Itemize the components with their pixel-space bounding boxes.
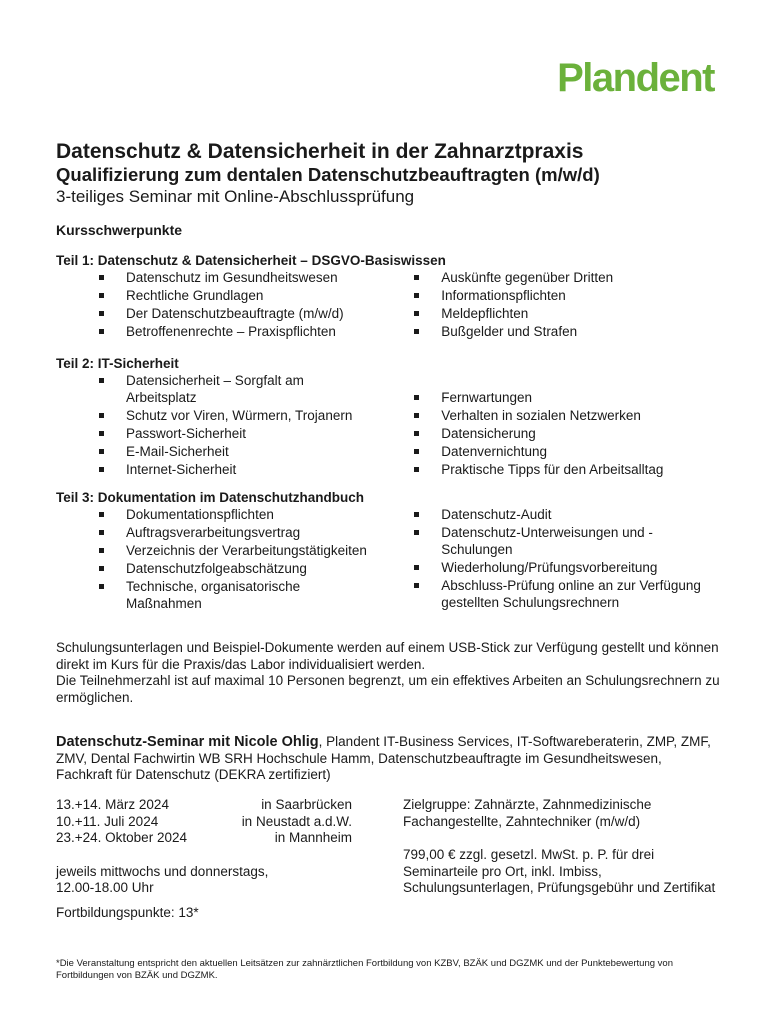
list-item: Fernwartungen [405,389,720,406]
date-value: 23.+24. Oktober 2024 [56,830,187,845]
list-item: Rechtliche Grundlagen [90,287,375,304]
list-item: Schutz vor Viren, Würmern, Trojanern [90,407,375,424]
list-item: Datenschutz-Audit [405,506,720,523]
list-item: Technische, organisatorische Maßnahmen [90,578,375,612]
date-value: 13.+14. März 2024 [56,797,169,812]
date-row [56,814,352,831]
teil-3-left-list [56,506,375,613]
list-item: Datenschutz-Unterweisungen und -Schulungen [405,524,720,558]
schedule-line-2: 12.00-18.00 Uhr [56,880,154,895]
list-item: Internet-Sicherheit [90,461,375,478]
teil-3-title: Teil 3: Dokumentation im Datenschutzhandbuch [56,490,365,505]
list-item: Meldepflichten [405,305,720,322]
date-row [56,797,352,814]
seminar-name: Datenschutz-Seminar mit Nicole Ohlig [56,734,319,750]
page-title: Datenschutz & Datensicherheit in der Zahnarztpraxis [56,140,584,163]
list-item: E-Mail-Sicherheit [90,443,375,460]
date-value: 10.+11. Juli 2024 [56,813,159,829]
list-item: Datenschutzfolgeabschätzung [90,560,375,577]
plandent-logo: Plandent [557,56,714,100]
teil-3-right-list [375,506,720,613]
list-item: Betroffenenrechte – Praxispflichten [90,323,375,340]
teil-1-section [56,253,720,341]
info-line-2: Die Teilnehmerzahl ist auf maximal 10 Personen begrenzt, um ein effektives Arbeiten an Schulungsrechnern zu ermöglichen. [56,673,720,705]
info-line-1: Schulungsunterlagen und Beispiel-Dokumente werden auf einem USB-Stick zur Verfügung gestellt und können direkt im Kurs für die Praxis/das Labor individualisiert werden. [56,640,719,672]
list-item: Auftragsverarbeitungsvertrag [90,524,375,541]
list-item: Bußgelder und Strafen [405,323,720,340]
teil-1-title: Teil 1: Datenschutz & Datensicherheit – DSGVO-Basiswissen [56,253,446,268]
zielgruppe-text: Zielgruppe: Zahnärzte, Zahnmedizinische Fachangestellte, Zahntechniker (m/w/d) [403,797,652,829]
teil-2-title: Teil 2: IT-Sicherheit [56,356,179,371]
teil-3-section [56,490,720,613]
date-row [56,830,352,847]
footnote: *Die Veranstaltung entspricht den aktuellen Leitsätzen zur zahnärztlichen Fortbildung von KZBV, BZÄK und DGZMK und der Punktebewertung von Fortbildungen von BZÄK und DGZMK. [56,958,673,981]
list-item: Dokumentationspflichten [90,506,375,523]
list-item: Verhalten in sozialen Netzwerken [405,407,720,424]
date-city: in Mannheim [274,830,352,845]
page-subtitle: Qualifizierung zum dentalen Datenschutzbeauftragten (m/w/d) [56,164,600,185]
list-item: Wiederholung/Prüfungsvorbereitung [405,559,720,576]
teil-2-section [56,356,720,479]
list-item: Datenvernichtung [405,443,720,460]
list-item: Verzeichnis der Verarbeitungstätigkeiten [90,542,375,559]
list-item: Datensicherheit – Sorgfalt am Arbeitsplatz [90,372,375,406]
seminar-description: , Plandent IT-Business Services, IT-Softwareberaterin, ZMP, ZMF, ZMV, Dental Fachwirtin WB SRH Hochschule Hamm, Datenschutzbeauftragte im Gesundheitswesen, Fachkraft für Datenschutz (DEKRA zertifiziert) [56,734,711,782]
schedule-line-1: jeweils mittwochs und donnerstags, [56,863,269,879]
info-right-block [403,797,718,897]
teil-1-right-list [375,269,720,341]
list-item: Auskünfte gegenüber Dritten [405,269,720,286]
list-item: Der Datenschutzbeauftragte (m/w/d) [90,305,375,322]
fortbildungspunkte: Fortbildungspunkte: 13* [56,905,199,920]
list-item: Passwort-Sicherheit [90,425,375,442]
list-item: Abschluss-Prüfung online an zur Verfügung gestellten Schulungsrechnern [405,577,720,611]
dates-block [56,797,352,897]
header-block [56,140,720,207]
list-item: Praktische Tipps für den Arbeitsalltag [405,461,720,478]
page-subtitle-2: 3-teiliges Seminar mit Online-Abschlussprüfung [56,187,415,206]
seminar-leader [56,734,720,784]
date-city: in Neustadt a.d.W. [241,813,352,829]
teil-2-left-list [56,372,375,479]
list-item: Datenschutz im Gesundheitswesen [90,269,375,286]
list-item: Datensicherung [405,425,720,442]
info-paragraph [56,640,720,706]
teil-1-left-list [56,269,375,341]
teil-2-right-list [375,372,720,479]
kurs-heading: Kursschwerpunkte [56,222,183,238]
preis-text: 799,00 € zzgl. gesetzl. MwSt. p. P. für drei Seminarteile pro Ort, inkl. Imbiss, Schulungsunterlagen, Prüfungsgebühr und Zertifikat [403,847,716,895]
date-city: in Saarbrücken [261,797,352,812]
list-item: Informationspflichten [405,287,720,304]
